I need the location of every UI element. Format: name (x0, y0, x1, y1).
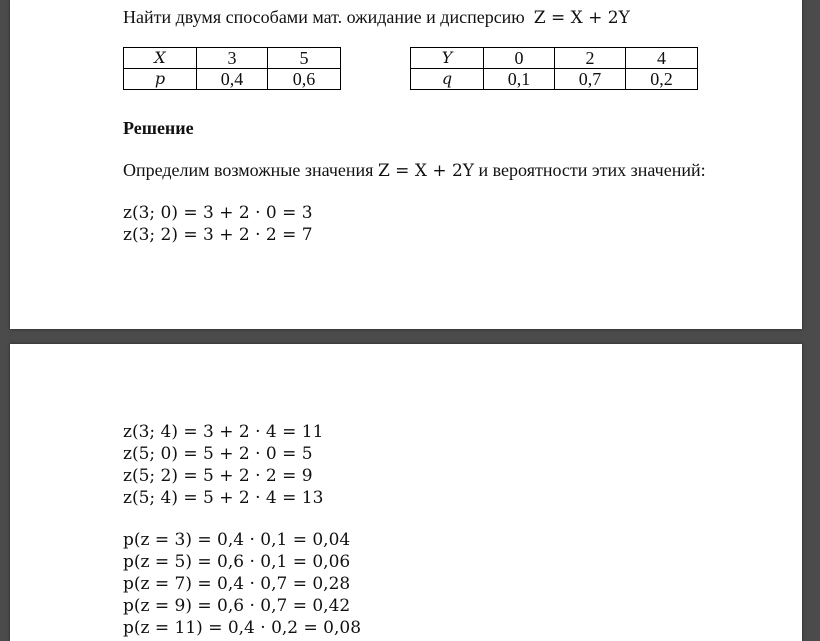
table-cell: 0 (484, 48, 555, 69)
p-value-line: p(z = 9) = 0,6 · 0,7 = 0,42 (123, 596, 351, 616)
z-value-line: z(3; 0) = 3 + 2 · 0 = 3 (123, 203, 313, 223)
z-value-line: z(5; 4) = 5 + 2 · 4 = 13 (123, 488, 324, 508)
table-cell: 0,4 (197, 69, 268, 90)
table-cell: 0,1 (484, 69, 555, 90)
table-row (124, 69, 341, 90)
problem-formula: Z = X + 2Y (533, 8, 630, 28)
table-row (411, 48, 698, 69)
p-value-line: p(z = 7) = 0,4 · 0,7 = 0,28 (123, 574, 351, 594)
intro-text-before: Определим возможные значения (123, 160, 374, 180)
solution-heading: Решение (123, 118, 194, 138)
problem-text: Найти двумя способами мат. ожидание и дисперсию (123, 7, 525, 27)
table-cell: 2 (555, 48, 626, 69)
table-cell: X (124, 48, 197, 69)
intro-text-after: и вероятности этих значений: (478, 160, 706, 180)
table-cell: 0,6 (268, 69, 341, 90)
z-value-line: z(3; 2) = 3 + 2 · 2 = 7 (123, 225, 313, 245)
z-value-line: z(3; 4) = 3 + 2 · 4 = 11 (123, 422, 324, 442)
solution-intro (123, 159, 706, 182)
table-cell: 4 (626, 48, 698, 69)
distribution-table-y (410, 47, 698, 90)
z-value-line: z(5; 0) = 5 + 2 · 0 = 5 (123, 444, 313, 464)
document-page-2 (10, 344, 802, 641)
distribution-table-x (123, 47, 341, 90)
intro-formula: Z = X + 2Y (377, 161, 475, 181)
table-cell: 0,7 (555, 69, 626, 90)
table-cell: 0,2 (626, 69, 698, 90)
z-value-line: z(5; 2) = 5 + 2 · 2 = 9 (123, 466, 313, 486)
table-cell: 5 (268, 48, 341, 69)
problem-statement (123, 6, 630, 29)
table-row (124, 48, 341, 69)
table-row (411, 69, 698, 90)
p-value-line: p(z = 5) = 0,6 · 0,1 = 0,06 (123, 552, 351, 572)
table-cell: 3 (197, 48, 268, 69)
table-cell: Y (411, 48, 484, 69)
document-page-1 (10, 0, 802, 329)
p-value-line: p(z = 3) = 0,4 · 0,1 = 0,04 (123, 530, 351, 550)
p-value-line: p(z = 11) = 0,4 · 0,2 = 0,08 (123, 618, 362, 638)
table-cell: q (411, 69, 484, 90)
table-cell: p (124, 69, 197, 90)
